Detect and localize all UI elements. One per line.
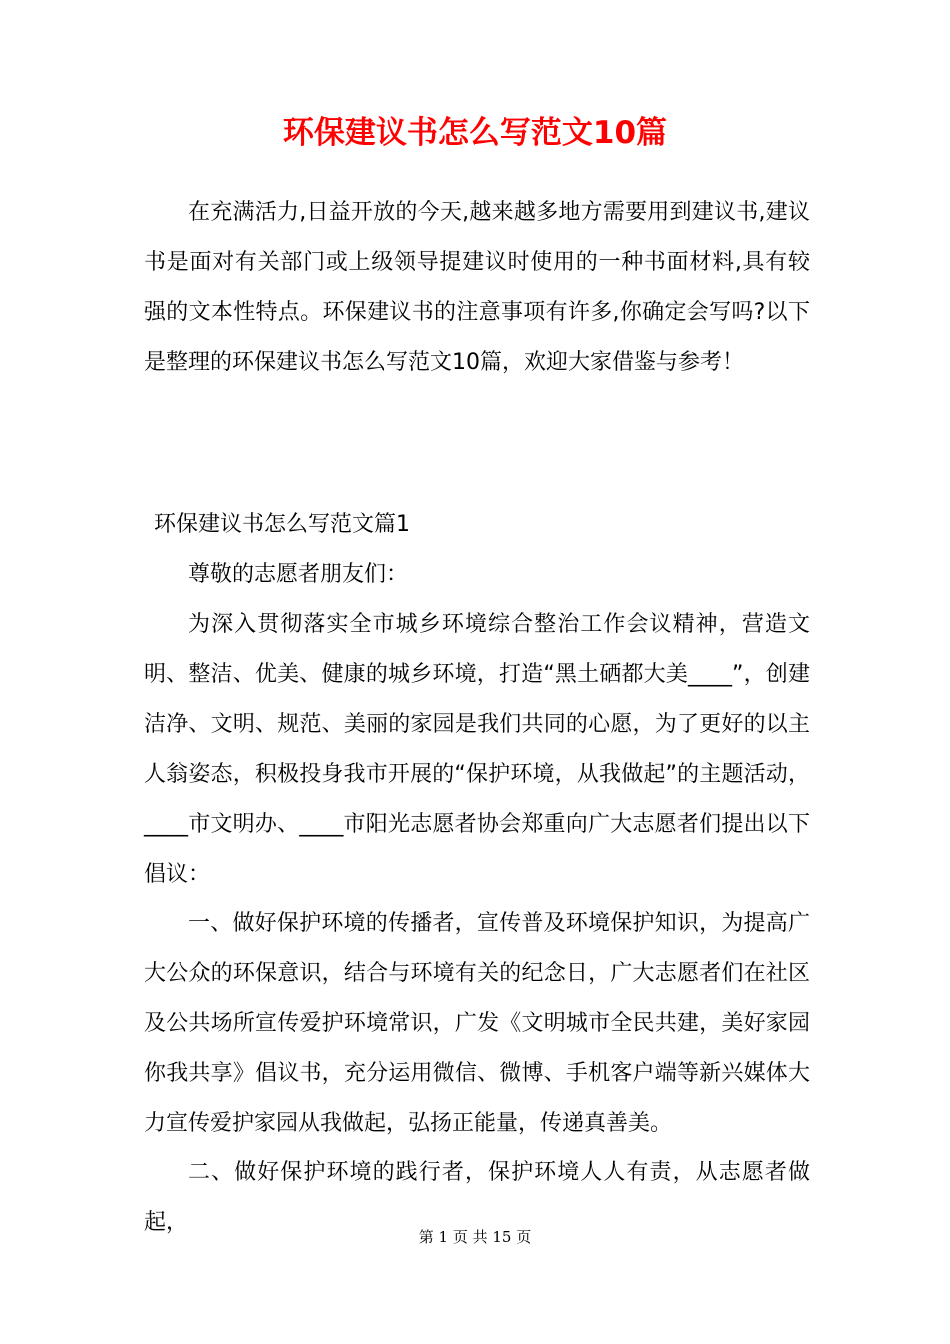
- salutation: 尊敬的志愿者朋友们：: [188, 562, 409, 587]
- body-paragraph-3: 二、做好保护环境的践行者，保护环境人人有责，从志愿者做起，: [144, 1160, 810, 1235]
- body-paragraph-1: 为深入贯彻落实全市城乡环境综合整治工作会议精神，营造文明、整洁、优美、健康的城乡环境，打造“黑土硒都大美____”，创建洁净、文明、规范、美丽的家园是我们共同的心愿，为了更好的以主人翁姿态，积极投身我市开展的“保护环境，从我做起”的主题活动，____市文明办、____市阳光志愿者协会郑重向广大志愿者们提出以下倡议：: [144, 612, 810, 887]
- intro-paragraph: 在充满活力,日益开放的今天,越来越多地方需要用到建议书,建议书是面对有关部门或上级领导提建议时使用的一种书面材料,具有较强的文本性特点。环保建议书的注意事项有许多,你确定会写吗?以下是整理的环保建议书怎么写范文10篇，欢迎大家借鉴与参考！: [144, 200, 810, 375]
- page-footer: 第 1 页 共 15 页: [418, 1228, 532, 1246]
- body-paragraph-2: 一、做好保护环境的传播者，宣传普及环境保护知识，为提高广大公众的环保意识，结合与环境有关的纪念日，广大志愿者们在社区及公共场所宣传爱护环境常识，广发《文明城市全民共建，美好家园你我共享》倡议书，充分运用微信、微博、手机客户端等新兴媒体大力宣传爱护家园从我做起，弘扬正能量，传递真善美。: [144, 911, 810, 1136]
- document-title: 环保建议书怎么写范文10篇: [282, 115, 668, 151]
- section-heading: 环保建议书怎么写范文篇1: [154, 512, 410, 537]
